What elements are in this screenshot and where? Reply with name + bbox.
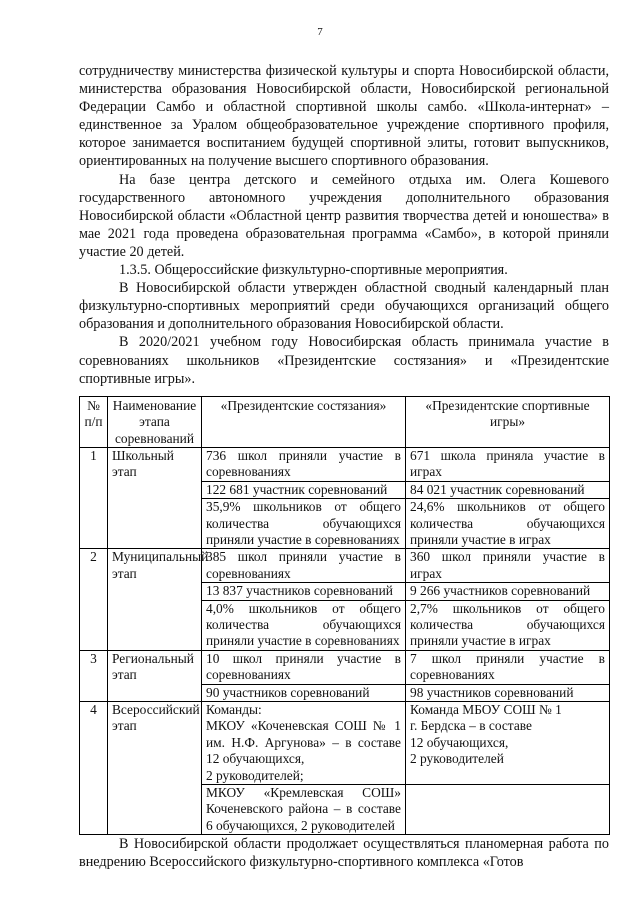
games-cell: 671 школа приняла участие в играх	[406, 447, 610, 481]
row-number: 2	[80, 549, 108, 650]
paragraph: сотрудничеству министерства физической культуры и спорта Новосибирской области, министерства образования Новосибирской области, Новосибирской региональной Федерации Самбо и областной спортивной школы самбо. «Школа-интернат» – единственное за Уралом общеобразовательное учреждение спортивного профиля, которое занимается воспитанием будущей спортивной элиты, готовит выпускников, ориентированных на получение высшего спортивного образования.	[79, 63, 609, 170]
table-body	[80, 447, 610, 834]
paragraph: В Новосибирской области утвержден областной сводный календарный план физкультурно-спортивных мероприятий среди обучающихся организаций общего образования и дополнительного образования Новосибирской области.	[79, 280, 609, 333]
row-number: 4	[80, 702, 108, 835]
header-stage: Наименование этапа соревнований	[108, 396, 202, 447]
stage-name: Муниципальный этап	[108, 549, 202, 650]
paragraph: На базе центра детского и семейного отдыха им. Олега Кошевого государственного автономного учреждения дополнительного образования Новосибирской области «Областной центр развития творчества детей и юношества» в мае 2021 года проведена образовательная программа «Самбо», в которой приняли участие 20 детей.	[79, 171, 609, 260]
stage-name: Региональный этап	[108, 650, 202, 701]
games-cell: 84 021 участник соревнований	[406, 481, 610, 498]
row-number: 1	[80, 447, 108, 548]
header-presidential-games: «Президентские спортивные игры»	[406, 396, 610, 447]
competitions-cell: 736 школ приняли участие в соревнованиях	[202, 447, 406, 481]
header-num: № п/п	[80, 396, 108, 447]
page-content	[79, 62, 609, 871]
header-presidential-competitions: «Президентские состязания»	[202, 396, 406, 447]
competitions-cell: 385 школ приняли участие в соревнованиях	[202, 549, 406, 583]
table-row	[80, 650, 610, 684]
row-number: 3	[80, 650, 108, 701]
games-cell: 98 участников соревнований	[406, 684, 610, 701]
competitions-cell: 35,9% школьников от общего количества обучающихся приняли участие в соревнованиях	[202, 499, 406, 549]
paragraphs-before	[79, 62, 609, 388]
paragraph: 1.3.5. Общероссийские физкультурно-спортивные мероприятия.	[119, 262, 508, 279]
competitions-cell: 122 681 участник соревнований	[202, 481, 406, 498]
games-cell: 9 266 участников соревнований	[406, 583, 610, 600]
competitions-cell: 90 участников соревнований	[202, 684, 406, 701]
competitions-cell: Команды: МКОУ «Коченевская СОШ № 1 им. Н.Ф. Аргунова» – в составе 12 обучающихся, 2 руководителей;	[202, 702, 406, 785]
page-number: 7	[317, 26, 323, 38]
games-cell: 360 школ приняли участие в играх	[406, 549, 610, 583]
table-row	[80, 447, 610, 481]
competition-results-table	[79, 396, 610, 836]
competitions-cell: 10 школ приняли участие в соревнованиях	[202, 650, 406, 684]
games-cell: Команда МБОУ СОШ № 1 г. Бердска – в составе 12 обучающихся, 2 руководителей	[406, 702, 610, 785]
games-cell: 7 школ приняли участие в соревнованиях	[406, 650, 610, 684]
games-cell: 2,7% школьников от общего количества обучающихся приняли участие в играх	[406, 600, 610, 650]
table-header-row	[80, 396, 610, 447]
stage-name: Школьный этап	[108, 447, 202, 548]
competitions-cell: 13 837 участников соревнований	[202, 583, 406, 600]
games-cell	[406, 785, 610, 835]
competitions-cell: МКОУ «Кремлевская СОШ» Коченевского района – в составе 6 обучающихся, 2 руководителей	[202, 785, 406, 835]
paragraph: В 2020/2021 учебном году Новосибирская область принимала участие в соревнованиях школьников «Президентские состязания» и «Президентские спортивные игры».	[79, 334, 609, 387]
competitions-cell: 4,0% школьников от общего количества обучающихся приняли участие в соревнованиях	[202, 600, 406, 650]
stage-name: Всероссийский этап	[108, 702, 202, 835]
table-row	[80, 702, 610, 785]
games-cell: 24,6% школьников от общего количества обучающихся приняли участие в играх	[406, 499, 610, 549]
table-row	[80, 549, 610, 583]
paragraph-after: В Новосибирской области продолжает осуществляться планомерная работа по внедрению Всероссийского физкультурно-спортивного комплекса «Готов	[79, 836, 609, 871]
